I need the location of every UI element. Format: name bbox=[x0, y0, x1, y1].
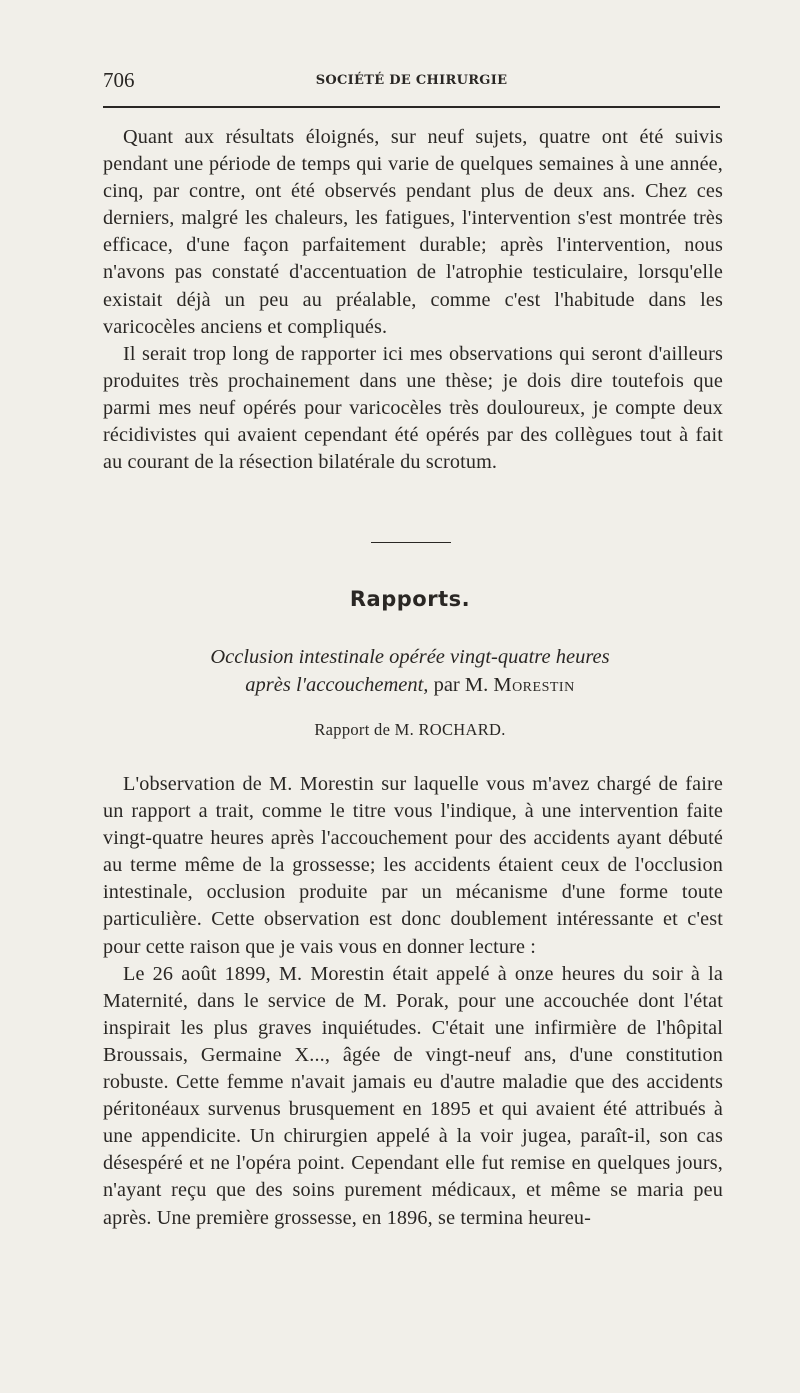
running-head: SOCIÉTÉ DE CHIRURGIE bbox=[315, 73, 508, 88]
report-title-italic: après l'accouchement, bbox=[245, 674, 429, 696]
report-title-line-1: Occlusion intestinale opérée vingt-quatre heures bbox=[210, 646, 610, 668]
section-separator bbox=[371, 542, 451, 543]
page-header bbox=[103, 68, 720, 94]
section-title: Rapports. bbox=[349, 587, 471, 611]
paragraph-results: Quant aux résultats éloignés, sur neuf sujets, quatre ont été suivis pendant une période de temps qui varie de quelques semaines à une année, cinq, par contre, ont été observés pendant plus de deux ans. Chez ces derniers, malgré les chaleurs, les fatigues, l'intervention s'est montrée très efficace, d'une façon parfaitement durable; après l'intervention, nous n'avons pas constaté d'accentuation de l'atrophie testiculaire, lorsqu'elle existait déjà un peu au préalable, comme c'est l'habitude dans les varicocèles anciens et compliqués. bbox=[103, 126, 723, 338]
rapporteur: Rapport de M. ROCHARD. bbox=[314, 720, 506, 739]
upper-text-block bbox=[103, 124, 723, 476]
lower-text-block bbox=[103, 771, 723, 1232]
report-title bbox=[0, 643, 800, 699]
report-title-line-2 bbox=[0, 671, 800, 699]
paragraph-introduction: L'observation de M. Morestin sur laquelle vous m'avez chargé de faire un rapport a trait, comme le titre vous l'indique, à une intervention faite vingt-quatre heures après l'accouchement pour des accidents ayant débuté au terme même de la grossesse; les accidents étaient ceux de l'occlusion intestinale, occlusion produite par un mécanisme d'une forme toute particulière. Cette observation est donc doublement intéressante et c'est pour cette raison que je vais vous en donner lecture : bbox=[103, 773, 723, 958]
paragraph-observations: Il serait trop long de rapporter ici mes observations qui seront d'ailleurs produites très prochainement dans une thèse; je dois dire toutefois que parmi mes neuf opérés pour varicocèles très douloureux, je compte deux récidivistes qui avaient cependant été opérés par des collègues tout à fait au courant de la résection bilatérale du scrotum. bbox=[103, 342, 723, 474]
paragraph-case: Le 26 août 1899, M. Morestin était appelé à onze heures du soir à la Maternité, dans le service de M. Porak, pour une accouchée dont l'état inspirait les plus graves inquiétudes. C'était une infirmière de l'hôpital Broussais, Germaine X..., âgée de vingt-neuf ans, d'une constitution robuste. Cette femme n'avait jamais eu d'autre maladie que des accidents péritonéaux survenus brusquement en 1895 et qui avaient été attribués à une appendicite. Un chirurgien appelé à la voir jugea, paraît-il, son cas désespéré et ne l'opéra point. Cependant elle fut remise en quelques jours, n'ayant reçu que des soins purement médicaux, et même se maria peu après. Une première grossesse, en 1896, se termina heureu- bbox=[103, 962, 723, 1229]
report-title-by: par M. bbox=[428, 674, 494, 696]
report-author: Morestin bbox=[493, 674, 575, 696]
page-number: 706 bbox=[103, 68, 135, 92]
header-rule bbox=[103, 106, 720, 108]
